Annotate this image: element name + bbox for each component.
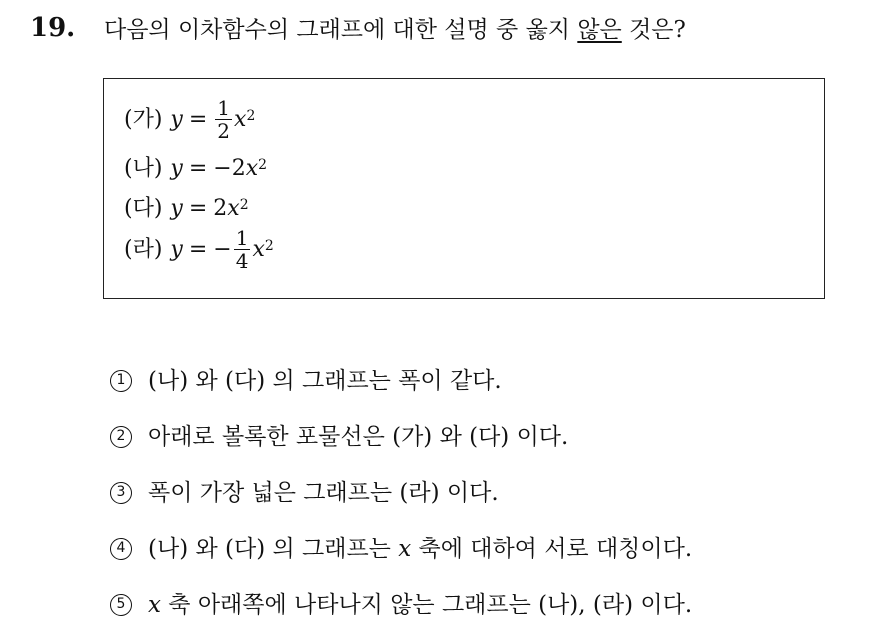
equation-na (124, 155, 267, 183)
equation-lhs: y (170, 236, 183, 262)
choice-number-icon: 1 (110, 370, 132, 392)
choice-text-italic: x (148, 592, 161, 618)
equation-label: (나) (124, 156, 163, 181)
choice-text-post: 축에 대하여 서로 대칭이다. (411, 536, 693, 562)
equation-equals: = (188, 236, 208, 262)
equations-box (103, 78, 825, 299)
fraction-numerator: 1 (217, 96, 231, 120)
fraction-numerator: 1 (235, 226, 249, 250)
equation-variable: x (245, 156, 259, 181)
equation-coefficient: 2 (231, 156, 246, 181)
choice-text: (나) 와 (다) 의 그래프는 폭이 같다. (148, 368, 502, 394)
fraction-denominator: 2 (217, 119, 231, 143)
choice-number-icon: 5 (110, 594, 132, 616)
choice-2[interactable] (110, 421, 568, 453)
equation-lhs: y (170, 106, 183, 132)
choice-text: 아래로 볼록한 포물선은 (가) 와 (다) 이다. (148, 424, 569, 450)
equation-exponent: 2 (258, 157, 268, 173)
equation-da (124, 195, 249, 223)
equation-equals: = (188, 196, 208, 221)
equation-ga (124, 97, 255, 142)
choice-3[interactable] (110, 477, 499, 509)
equation-variable: x (227, 196, 240, 221)
equation-label: (라) (124, 236, 163, 262)
choice-text-pre: (나) 와 (다) 의 그래프는 (148, 536, 399, 562)
equation-sign: − (213, 236, 232, 262)
choice-1[interactable] (110, 365, 502, 397)
equation-exponent: 2 (239, 197, 249, 213)
choice-number-icon: 4 (110, 538, 132, 560)
equation-label: (가) (124, 106, 163, 132)
question-text-after: 것은? (621, 17, 686, 43)
choice-text-italic: x (398, 536, 412, 562)
choice-number-icon: 2 (110, 426, 132, 448)
equation-sign: − (213, 156, 232, 181)
choice-5[interactable] (110, 589, 692, 621)
fraction-denominator: 4 (235, 249, 249, 273)
choice-text: 폭이 가장 넓은 그래프는 (라) 이다. (148, 480, 499, 506)
question-text-before: 다음의 이차함수의 그래프에 대한 설명 중 옳지 (104, 17, 578, 43)
fraction (215, 97, 232, 142)
equation-ra (124, 227, 274, 272)
choice-text (148, 533, 692, 565)
question-text-underlined: 않은 (577, 17, 622, 43)
choice-4[interactable] (110, 533, 692, 565)
equation-label: (다) (124, 196, 163, 221)
equation-lhs: y (170, 196, 183, 221)
choice-text (148, 589, 692, 621)
question-number: 19. (30, 13, 76, 43)
equation-exponent: 2 (246, 107, 256, 124)
equation-coefficient: 2 (213, 196, 228, 221)
choice-number-icon: 3 (110, 482, 132, 504)
question-text (104, 14, 686, 46)
equation-equals: = (188, 106, 208, 132)
equation-variable: x (252, 236, 265, 262)
fraction (234, 227, 251, 272)
equation-exponent: 2 (264, 237, 274, 254)
choice-text-post: 축 아래쪽에 나타나지 않는 그래프는 (나), (라) 이다. (160, 592, 693, 618)
equation-variable: x (234, 106, 247, 132)
equation-lhs: y (170, 156, 183, 181)
equation-equals: = (188, 156, 208, 181)
